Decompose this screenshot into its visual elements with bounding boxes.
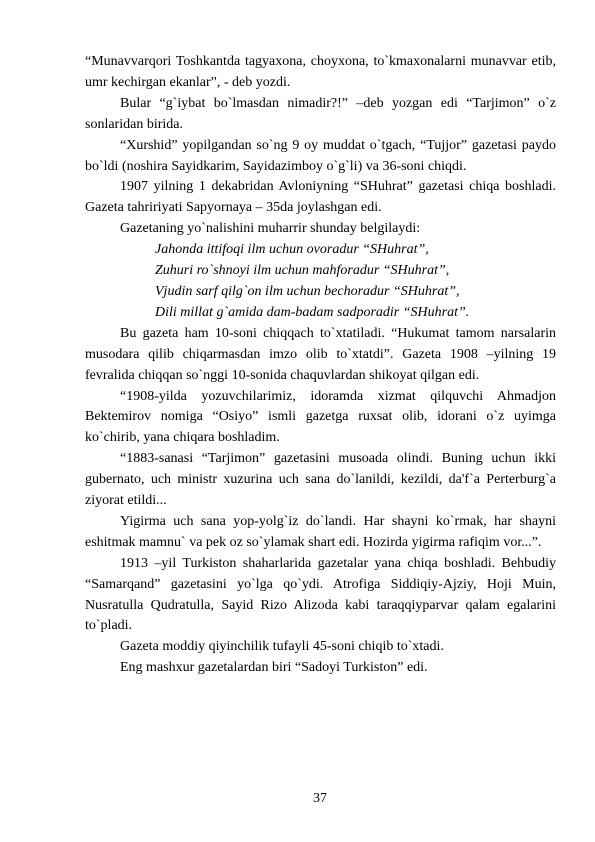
paragraph: Gazetaning yo`nalishini muharrir shunday belgilaydi:: [120, 221, 421, 237]
paragraph: Gazeta moddiy qiyinchilik tufayli 45-soni chiqib to`xtadi.: [120, 639, 444, 655]
paragraph: 1907 yilning 1 dekabridan Avloniyning “SHuhrat” gazetasi chiqa boshladi. Gazeta tahririyati Sapyornaya – 35da joylashgan edi.: [85, 179, 556, 216]
poem-line: Vjudin sarf qilg`on ilm uchun bechoradur “SHuhrat”,: [155, 283, 460, 299]
poem-line: Dili millat g`amida dam-badam sadporadir “SHuhrat”.: [155, 304, 470, 320]
paragraph: Eng mashxur gazetalardan biri “Sadoyi Turkiston” edi.: [120, 660, 428, 676]
paragraph: 1913 –yil Turkiston shaharlarida gazetalar yana chiqa boshladi. Behbudiy “Samarqand” gazetasini yo`lga qo`ydi. Atrofiga Siddiqiy-Ajziy, Hoji Muin, Nusratulla Qudratulla, Sayid Rizo Alizoda kabi taraqqiyparvar qalam egalarini to`pladi.: [85, 555, 556, 634]
page-number: 37: [313, 791, 327, 806]
paragraph: “Munavvarqori Toshkantda tagyaxona, choyxona, to`kmaxonalarni munavvar etib, umr kechirgan ekanlar”, - deb yozdi.: [85, 54, 556, 90]
paragraph: “1883-sanasi “Tarjimon” gazetasini musoada olindi. Buning uchun ikki gubernato, uch ministr xuzurina uch sana do`lanildi, kezildi, da'f`a Perterburg`a ziyorat etildi...: [85, 451, 556, 509]
document-body: [85, 52, 556, 679]
poem-line: Jahonda ittifoqi ilm uchun ovoradur “SHuhrat”,: [155, 242, 429, 258]
paragraph: Yigirma uch sana yop-yolg`iz do`landi. Har shayni ko`rmak, har shayni eshitmak mamnu` va pek oz so`ylamak shart edi. Hozirda yigirma rafiqim vor...”.: [85, 513, 556, 550]
paragraph: Bular “g`iybat bo`lmasdan nimadir?!” –deb yozgan edi “Tarjimon” o`z sonlaridan birida.: [85, 95, 556, 132]
paragraph: “Xurshid” yopilgandan so`ng 9 oy muddat o`tgach, “Tujjor” gazetasi paydo bo`ldi (noshira Sayidkarim, Sayidazimboy o`g`li) va 36-soni chiqdi.: [85, 137, 556, 174]
paragraph: “1908-yilda yozuvchilarimiz, idoramda xizmat qilquvchi Ahmadjon Bektemirov nomiga “Osiyo” ismli gazetga ruxsat olib, idorani o`z uyimga ko`chirib, yana chiqara boshladim.: [85, 388, 556, 446]
paragraph: Bu gazeta ham 10-soni chiqqach to`xtatiladi. “Hukumat tamom narsalarin musodara qilib chiqarmasdan imzo olib to`xtatdi”. Gazeta 1908 –yilning 19 fevralida chiqqan so`nggi 10-sonida chaquvlardan shikoyat qilgan edi.: [85, 325, 556, 383]
poem-line: Zuhuri ro`shnoyi ilm uchun mahforadur “SHuhrat”,: [155, 263, 450, 279]
